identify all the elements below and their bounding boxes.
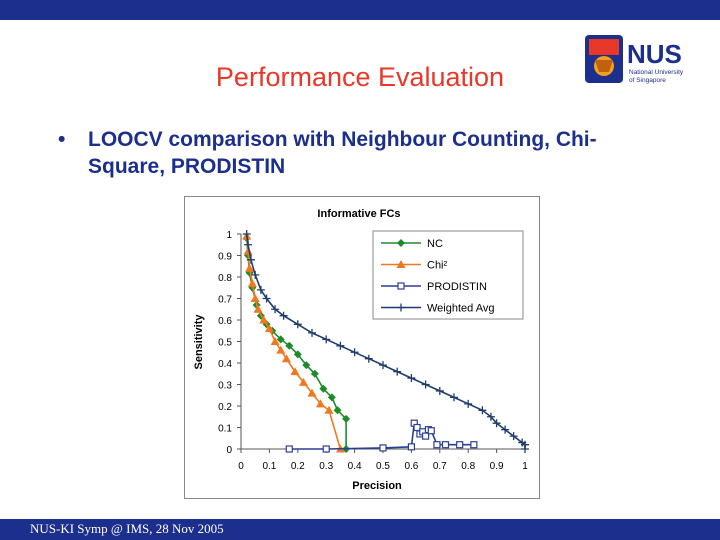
- data-point-prodistin: [434, 442, 440, 448]
- data-point-prodistin: [408, 444, 414, 450]
- nus-subtitle-1: National University: [629, 69, 684, 76]
- data-point-prodistin: [323, 446, 329, 452]
- data-point-weighted-avg: [322, 335, 330, 343]
- data-point-weighted-avg: [464, 400, 472, 408]
- y-tick-label: 0.8: [218, 273, 232, 284]
- x-tick-label: 0.7: [432, 461, 447, 472]
- y-tick-label: 0.9: [218, 251, 232, 263]
- data-point-chi: [248, 279, 257, 287]
- y-tick-label: 0: [226, 445, 232, 456]
- chart-title: Informative FCs: [317, 208, 401, 220]
- x-tick-label: 0.2: [290, 461, 305, 472]
- y-tick-label: 1: [226, 230, 232, 241]
- y-tick-label: 0.6: [218, 316, 232, 327]
- nus-wordmark: NUS: [627, 39, 682, 69]
- data-point-prodistin: [471, 442, 477, 448]
- slide-title-text: Performance Evaluation: [215, 62, 505, 92]
- data-point-weighted-avg: [450, 393, 458, 401]
- y-tick-label: 0.2: [218, 402, 232, 413]
- data-point-prodistin: [457, 442, 463, 448]
- data-point-chi: [290, 367, 299, 375]
- slide-title: [0, 62, 720, 93]
- legend-label-nc: NC: [427, 238, 443, 250]
- data-point-weighted-avg: [379, 361, 387, 369]
- data-point-chi: [276, 346, 285, 354]
- data-point-prodistin: [286, 446, 292, 452]
- x-tick-label: 0.6: [404, 461, 419, 472]
- data-point-weighted-avg: [407, 374, 415, 382]
- data-point-weighted-avg: [336, 342, 344, 350]
- y-tick-label: 0.1: [218, 423, 232, 435]
- data-point-weighted-avg: [294, 320, 302, 328]
- data-point-chi: [282, 354, 291, 362]
- x-axis-label: Precision: [352, 480, 402, 492]
- chart-frame: [184, 196, 540, 499]
- footer-text: NUS-KI Symp @ IMS, 28 Nov 2005: [30, 521, 224, 536]
- pr-chart: [185, 197, 539, 498]
- x-tick-label: 0.3: [319, 461, 334, 472]
- x-tick-label: 0.1: [262, 461, 277, 472]
- data-point-prodistin: [380, 445, 386, 451]
- y-tick-label: 0.3: [218, 380, 232, 392]
- x-tick-label: 0.4: [347, 461, 362, 472]
- y-tick-label: 0.4: [218, 359, 232, 370]
- y-axis-label: Sensitivity: [193, 314, 205, 370]
- x-tick-label: 0.9: [489, 461, 504, 472]
- legend-label-chi: Chi²: [427, 259, 448, 272]
- x-tick-label: 0: [238, 461, 244, 472]
- data-point-weighted-avg: [244, 241, 252, 249]
- top-banner: [0, 0, 720, 20]
- y-tick-label: 0.5: [218, 337, 232, 349]
- data-point-weighted-avg: [422, 381, 430, 389]
- data-point-weighted-avg: [436, 387, 444, 395]
- x-tick-label: 0.8: [461, 461, 476, 472]
- legend-label-prodistin: PRODISTIN: [427, 281, 487, 293]
- data-point-prodistin: [428, 428, 434, 434]
- data-point-weighted-avg: [308, 329, 316, 337]
- x-tick-label: 0.5: [376, 461, 390, 472]
- data-point-prodistin: [442, 442, 448, 448]
- y-tick-label: 0.7: [218, 294, 232, 306]
- data-point-weighted-avg: [351, 348, 359, 356]
- bullet-dot: •: [58, 128, 66, 151]
- data-point-weighted-avg: [365, 355, 373, 363]
- x-tick-label: 1: [522, 461, 528, 472]
- data-point-weighted-avg: [393, 368, 401, 376]
- data-point-chi: [251, 294, 260, 302]
- nus-subtitle-2: of Singapore: [629, 77, 666, 84]
- bullet-text: LOOCV comparison with Neighbour Counting, Chi-Square, PRODISTIN: [88, 128, 597, 178]
- legend-marker-prodistin: [398, 283, 404, 289]
- legend-label-weighted-avg: Weighted Avg: [427, 302, 495, 315]
